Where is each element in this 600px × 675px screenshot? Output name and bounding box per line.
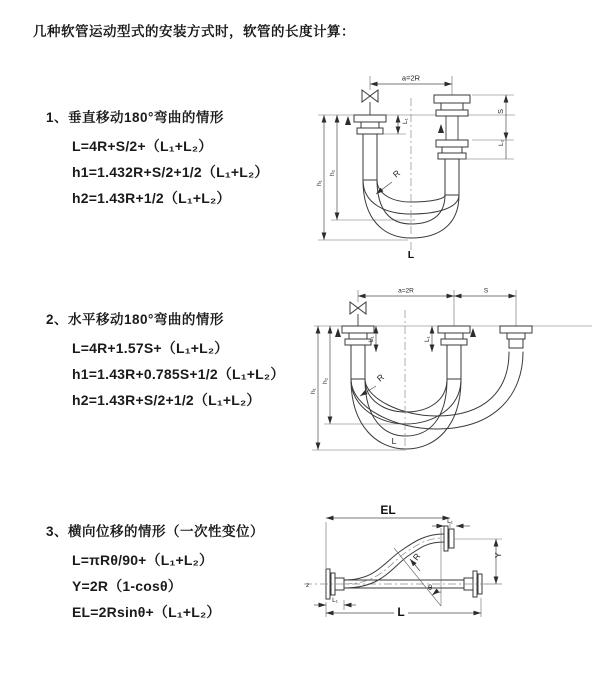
formula-h2: h2=1.43R+1/2（L₁+L₂） <box>72 190 231 206</box>
dim-label-a2r: a=2R <box>398 287 414 295</box>
dim-label-l1: L₁ <box>402 118 409 124</box>
dim-label-el: EL <box>380 503 396 517</box>
dim-label-h2: h₂ <box>322 377 329 384</box>
right-flange <box>500 326 532 348</box>
dim-label-y: Y <box>493 552 503 558</box>
dim-label-l1-bottom: L₁ <box>332 597 338 604</box>
hose-u-curves <box>351 352 523 449</box>
right-lower-flange <box>436 140 468 159</box>
right-braided-hose <box>445 159 459 195</box>
dim-label-r: R <box>390 167 402 180</box>
dim-label-a2r: a=2R <box>401 73 421 83</box>
diagram-vertical-180-bend <box>310 68 600 268</box>
dim-label-r: R <box>374 371 386 384</box>
section2-formulas <box>72 335 285 413</box>
page-title: 几种软管运动型式的安装方式时，软管的长度计算： <box>33 24 355 39</box>
left-flange <box>354 115 386 134</box>
dim-label-l: L <box>391 436 397 446</box>
formula-L: L=πRθ/90+（L₁+L₂） <box>72 552 214 568</box>
dim-label-l1b: L₁ <box>424 336 431 342</box>
break-mark-z: z <box>306 582 310 589</box>
dim-label-l2: L₂ <box>498 139 505 146</box>
dim-label-l: L <box>407 249 415 261</box>
formula-h1: h1=1.43R+0.785S+1/2（L₁+L₂） <box>72 366 285 382</box>
diagram-horizontal-180-bend <box>306 282 598 467</box>
formula-Y: Y=2R（1-cosθ） <box>72 578 182 594</box>
dim-label-h1: h₁ <box>310 388 317 394</box>
dim-label-h1: h₁ <box>316 180 323 186</box>
section3-formulas <box>72 547 221 625</box>
upper-flange <box>444 526 454 551</box>
dim-label-s: S <box>496 108 505 114</box>
valve-icon <box>362 90 378 115</box>
movement-arrow-left <box>345 116 351 125</box>
formula-h1: h1=1.432R+S/2+1/2（L₁+L₂） <box>72 164 269 180</box>
middle-braided-hose <box>447 345 461 379</box>
section3-heading: 3、横向位移的情形（一次性变位） <box>46 524 265 539</box>
section1-formulas <box>72 133 269 211</box>
valve-icon <box>350 302 366 326</box>
movement-arrow-middle <box>470 328 476 337</box>
right-upper-flange <box>434 95 470 116</box>
section2-heading: 2、水平移动180°弯曲的情形 <box>46 312 224 327</box>
section1-heading: 1、垂直移动180°弯曲的情形 <box>46 110 224 125</box>
angle-label-theta: θ <box>428 583 433 592</box>
movement-arrow-right <box>438 124 444 133</box>
left-braided-hose <box>351 345 365 379</box>
formula-L: L=4R+S/2+（L₁+L₂） <box>72 138 213 154</box>
dim-label-l1-top: L₁ <box>447 518 453 525</box>
dim-label-r: R <box>410 551 423 563</box>
diagram-lateral-displacement <box>298 498 598 666</box>
formula-L: L=4R+1.57S+（L₁+L₂） <box>72 340 229 356</box>
dim-label-l1a: L₁ <box>368 336 375 342</box>
formula-EL: EL=2Rsinθ+（L₁+L₂） <box>72 604 221 620</box>
formula-h2: h2=1.43R+S/2+1/2（L₁+L₂） <box>72 392 261 408</box>
left-braided-hose <box>363 134 377 180</box>
movement-arrow-left <box>335 328 341 337</box>
dim-label-h2: h₂ <box>329 169 336 176</box>
dim-label-s: S <box>483 287 489 295</box>
dim-label-l: L <box>397 605 405 619</box>
middle-flange <box>438 326 470 345</box>
